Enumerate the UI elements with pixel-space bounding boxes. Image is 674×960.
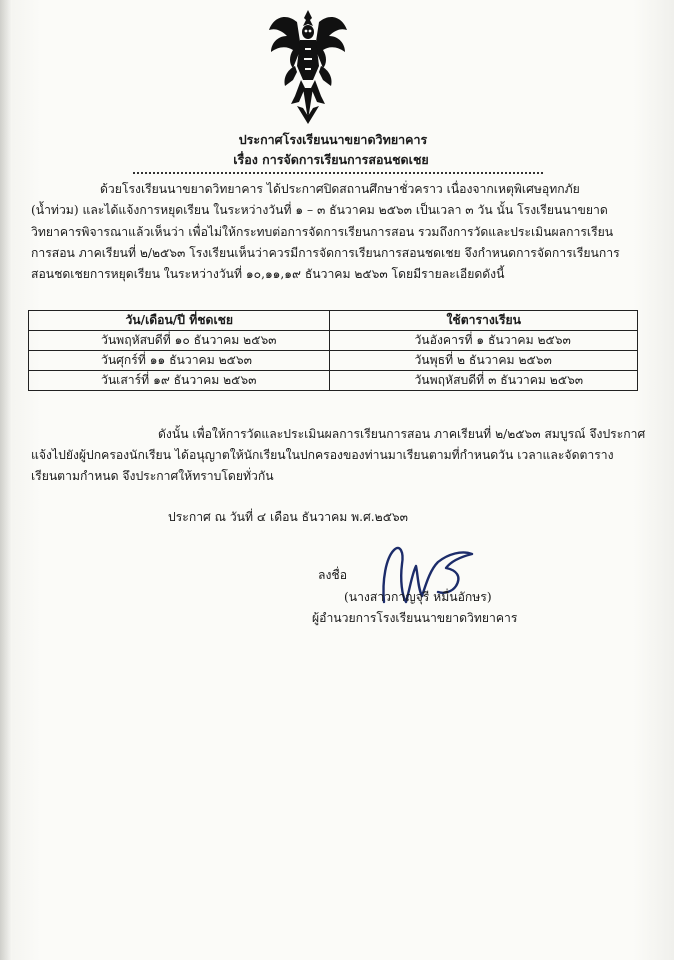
- announcement-title: ประกาศโรงเรียนนาขยาดวิทยาคาร: [238, 132, 428, 147]
- conclusion-line: เรียนตามกำหนด จึงประกาศให้ทราบโดยทั่วกัน: [31, 469, 274, 483]
- announcement-subject: เรื่อง การจัดการเรียนการสอนชดเชย: [233, 152, 429, 167]
- garuda-emblem-icon: [267, 8, 349, 126]
- table-row: [29, 331, 638, 351]
- dotted-divider: [133, 172, 543, 174]
- timetable-cell: วันพุธที่ ๒ ธันวาคม ๒๕๖๓: [330, 351, 638, 371]
- intro-line: (น้ำท่วม) และได้แจ้งการหยุดเรียน ในระหว่างวันที่ ๑ – ๓ ธันวาคม ๒๕๖๓ เป็นเวลา ๓ วัน นั้น โรงเรียนนาขยาด: [31, 203, 608, 217]
- compensation-schedule-table: [28, 310, 638, 391]
- timetable-cell: วันอังคารที่ ๑ ธันวาคม ๒๕๖๓: [330, 331, 638, 351]
- conclusion-line: แจ้งไปยังผู้ปกครองนักเรียน ได้อนุญาตให้นักเรียนในปกครองของท่านมาเรียนตามที่กำหนดวัน เวลาและจัดตาราง: [31, 448, 614, 462]
- signature-label: ลงชื่อ: [318, 568, 348, 582]
- column-header-timetable-used: ใช้ตารางเรียน: [330, 311, 638, 331]
- column-header-makeup-date: วัน/เดือน/ปี ที่ชดเชย: [29, 311, 330, 331]
- table-row: [29, 351, 638, 371]
- table-header-row: [29, 311, 638, 331]
- makeup-date-cell: วันพฤหัสบดีที่ ๑๐ ธันวาคม ๒๕๖๓: [29, 331, 330, 351]
- intro-line: การสอน ภาคเรียนที่ ๒/๒๕๖๓ โรงเรียนเห็นว่าควรมีการจัดการเรียนการสอนชดเชย จึงกำหนดการจัดการเรียนการ: [31, 246, 620, 260]
- makeup-date-cell: วันเสาร์ที่ ๑๙ ธันวาคม ๒๕๖๓: [29, 371, 330, 391]
- intro-line: ด้วยโรงเรียนนาขยาดวิทยาคาร ได้ประกาศปิดสถานศึกษาชั่วคราว เนื่องจากเหตุพิเศษอุทกภัย: [100, 182, 580, 196]
- makeup-date-cell: วันศุกร์ที่ ๑๑ ธันวาคม ๒๕๖๓: [29, 351, 330, 371]
- table-row: [29, 371, 638, 391]
- timetable-cell: วันพฤหัสบดีที่ ๓ ธันวาคม ๒๕๖๓: [330, 371, 638, 391]
- conclusion-line: ดังนั้น เพื่อให้การวัดและประเมินผลการเรียนการสอน ภาคเรียนที่ ๒/๒๕๖๓ สมบูรณ์ จึงประกาศ: [158, 427, 646, 441]
- signatory-position: ผู้อำนวยการโรงเรียนนาขยาดวิทยาคาร: [312, 611, 518, 625]
- intro-line: สอนชดเชยการหยุดเรียน ในระหว่างวันที่ ๑๐,๑๑,๑๙ ธันวาคม ๒๕๖๓ โดยมีรายละเอียดดังนี้: [31, 267, 505, 281]
- intro-line: วิทยาคารพิจารณาแล้วเห็นว่า เพื่อไม่ให้กระทบต่อการจัดการเรียนการสอน รวมถึงการวัดและประเมินผลการเรียน: [31, 225, 614, 239]
- signatory-name: (นางสาวกาญจุรี หมื่นอักษร): [344, 590, 492, 604]
- announcement-date: ประกาศ ณ วันที่ ๔ เดือน ธันวาคม พ.ศ.๒๕๖๓: [168, 510, 408, 524]
